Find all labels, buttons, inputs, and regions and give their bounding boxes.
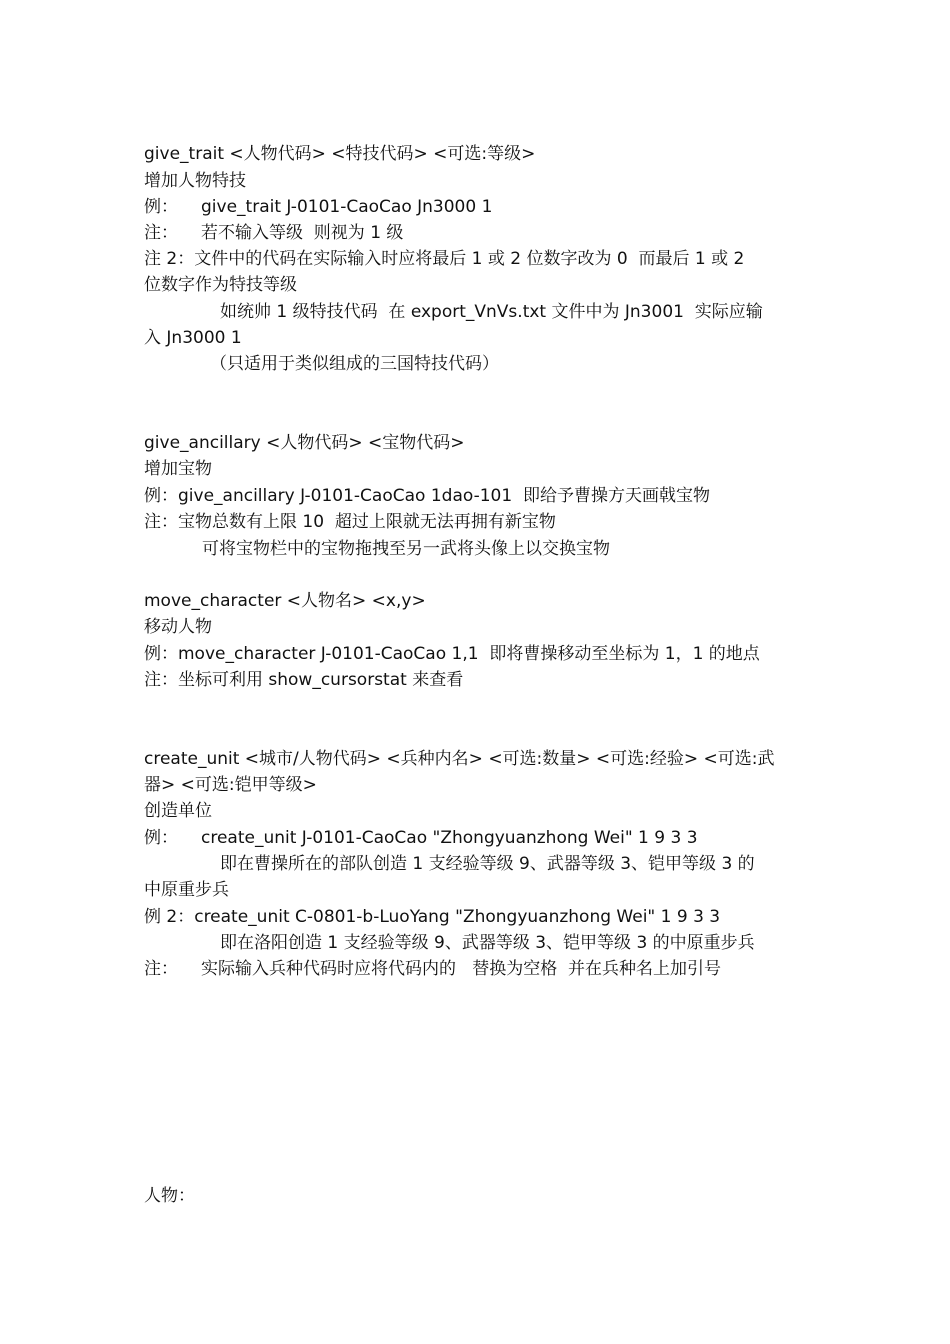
note-label: 注：: [144, 223, 178, 243]
create-unit-note: [144, 956, 721, 982]
create-unit-example: [144, 825, 698, 851]
give-trait-description: 增加人物特技: [144, 171, 246, 191]
give-trait-note2-line5: （只适用于类似组成的三国特技代码）: [210, 354, 499, 374]
give-trait-note: [144, 220, 403, 246]
give-ancillary-syntax: give_ancillary <人物代码> <宝物代码>: [144, 433, 465, 453]
note-label: 注：: [144, 959, 178, 979]
create-unit-example2: 例 2：create_unit C-0801-b-LuoYang "Zhongyuanzhong Wei" 1 9 3 3: [144, 907, 721, 927]
move-character-note: 注：坐标可利用 show_cursorstat 来查看: [144, 670, 464, 690]
create-unit-syntax-line2: 器> <可选:铠甲等级>: [144, 775, 317, 795]
example-label: 例：: [144, 197, 178, 217]
move-character-example: 例：move_character J-0101-CaoCao 1,1 即将曹操移动至坐标为 1，1 的地点: [144, 644, 760, 664]
create-unit-example2-explanation: 即在洛阳创造 1 支经验等级 9、武器等级 3、铠甲等级 3 的中原重步兵: [220, 933, 755, 953]
give-ancillary-example: 例：give_ancillary J-0101-CaoCao 1dao-101 即给予曹操方天画戟宝物: [144, 486, 710, 506]
give-trait-note2-line3: 如统帅 1 级特技代码 在 export_VnVs.txt 文件中为 Jn3001 实际应输: [220, 302, 763, 322]
give-ancillary-description: 增加宝物: [144, 459, 212, 479]
note-text: 实际输入兵种代码时应将代码内的 替换为空格 并在兵种名上加引号: [201, 959, 722, 979]
give-trait-note2-line4: 入 Jn3000 1: [144, 328, 242, 348]
example-command: create_unit J-0101-CaoCao "Zhongyuanzhong Wei" 1 9 3 3: [201, 828, 698, 848]
characters-heading: 人物：: [144, 1186, 195, 1206]
example-label: 例：: [144, 828, 178, 848]
create-unit-description: 创造单位: [144, 801, 212, 821]
give-ancillary-note-continuation: 可将宝物栏中的宝物拖拽至另一武将头像上以交换宝物: [202, 539, 610, 559]
give-ancillary-note: 注：宝物总数有上限 10 超过上限就无法再拥有新宝物: [144, 512, 556, 532]
move-character-syntax: move_character <人物名> <x,y>: [144, 591, 426, 611]
move-character-description: 移动人物: [144, 617, 212, 637]
create-unit-syntax-line1: create_unit <城市/人物代码> <兵种内名> <可选:数量> <可选:经验> <可选:武: [144, 749, 775, 769]
give-trait-note2-line1: 注 2：文件中的代码在实际输入时应将最后 1 或 2 位数字改为 0 而最后 1 或 2: [144, 249, 745, 269]
example-command: give_trait J-0101-CaoCao Jn3000 1: [201, 197, 493, 217]
note-text: 若不输入等级 则视为 1 级: [201, 223, 404, 243]
create-unit-example-explanation-line2: 中原重步兵: [144, 880, 229, 900]
give-trait-example: [144, 194, 492, 220]
create-unit-example-explanation-line1: 即在曹操所在的部队创造 1 支经验等级 9、武器等级 3、铠甲等级 3 的: [220, 854, 755, 874]
give-trait-syntax: give_trait <人物代码> <特技代码> <可选:等级>: [144, 144, 536, 164]
give-trait-note2-line2: 位数字作为特技等级: [144, 275, 297, 295]
